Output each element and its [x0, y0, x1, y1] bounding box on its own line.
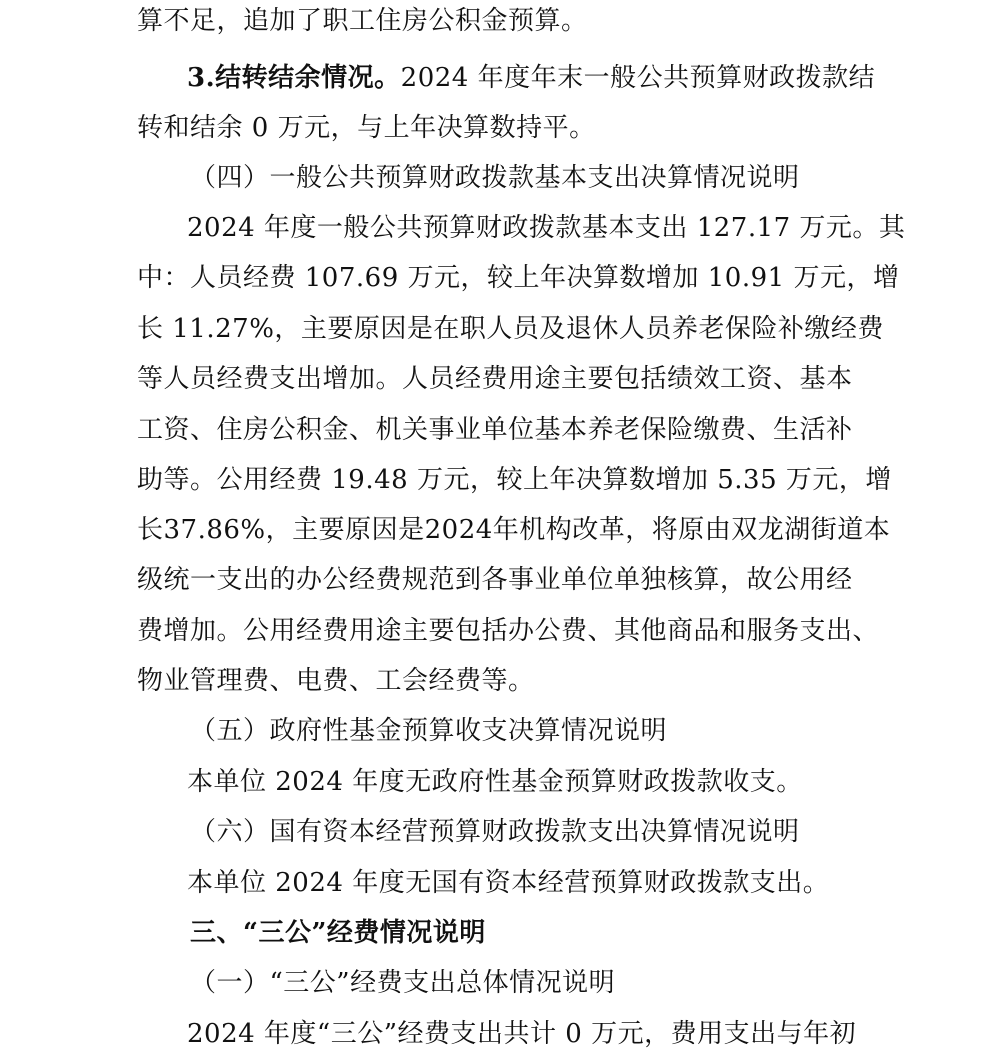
- section-heading: （一）“三公”经费支出总体情况说明: [190, 968, 616, 998]
- paragraph-line: 级统一支出的办公经费规范到各事业单位单独核算，故公用经: [137, 565, 853, 595]
- paragraph-line: 本单位 2024 年度无国有资本经营预算财政拨款支出。: [187, 868, 830, 898]
- carryover-heading: 3.结转结余情况。: [187, 63, 401, 93]
- paragraph-line: 工资、住房公积金、机关事业单位基本养老保险缴费、生活补: [137, 415, 853, 445]
- paragraph-line: 物业管理费、电费、工会经费等。: [137, 666, 535, 696]
- paragraph-line: 本单位 2024 年度无政府性基金预算财政拨款收支。: [187, 767, 803, 797]
- paragraph-line: 助等。公用经费 19.48 万元，较上年决算数增加 5.35 万元，增: [137, 465, 892, 495]
- paragraph-line: 长 11.27%，主要原因是在职人员及退休人员养老保险补缴经费: [137, 314, 884, 344]
- paragraph-line: 转和结余 0 万元，与上年决算数持平。: [137, 113, 596, 143]
- paragraph-line: 中：人员经费 107.69 万元，较上年决算数增加 10.91 万元，增: [137, 263, 900, 293]
- section-heading: （四）一般公共预算财政拨款基本支出决算情况说明: [190, 163, 800, 193]
- paragraph-line: 算不足，追加了职工住房公积金预算。: [137, 6, 588, 36]
- paragraph-line: 费增加。公用经费用途主要包括办公费、其他商品和服务支出、: [137, 616, 880, 646]
- paragraph-line: 2024 年度一般公共预算财政拨款基本支出 127.17 万元。其: [187, 213, 906, 243]
- carryover-line-1: [187, 61, 875, 95]
- part-heading: 三、“三公”经费情况说明: [190, 918, 486, 948]
- section-heading: （五）政府性基金预算收支决算情况说明: [190, 716, 668, 746]
- paragraph-line: 2024 年度“三公”经费支出共计 0 万元，费用支出与年初: [187, 1019, 857, 1049]
- paragraph-line: 等人员经费支出增加。人员经费用途主要包括绩效工资、基本: [137, 364, 853, 394]
- section-heading: （六）国有资本经营预算财政拨款支出决算情况说明: [190, 817, 800, 847]
- paragraph-line: 长37.86%，主要原因是2024年机构改革，将原由双龙湖街道本: [137, 515, 891, 545]
- carryover-text: 2024 年度年末一般公共预算财政拨款结: [400, 63, 876, 93]
